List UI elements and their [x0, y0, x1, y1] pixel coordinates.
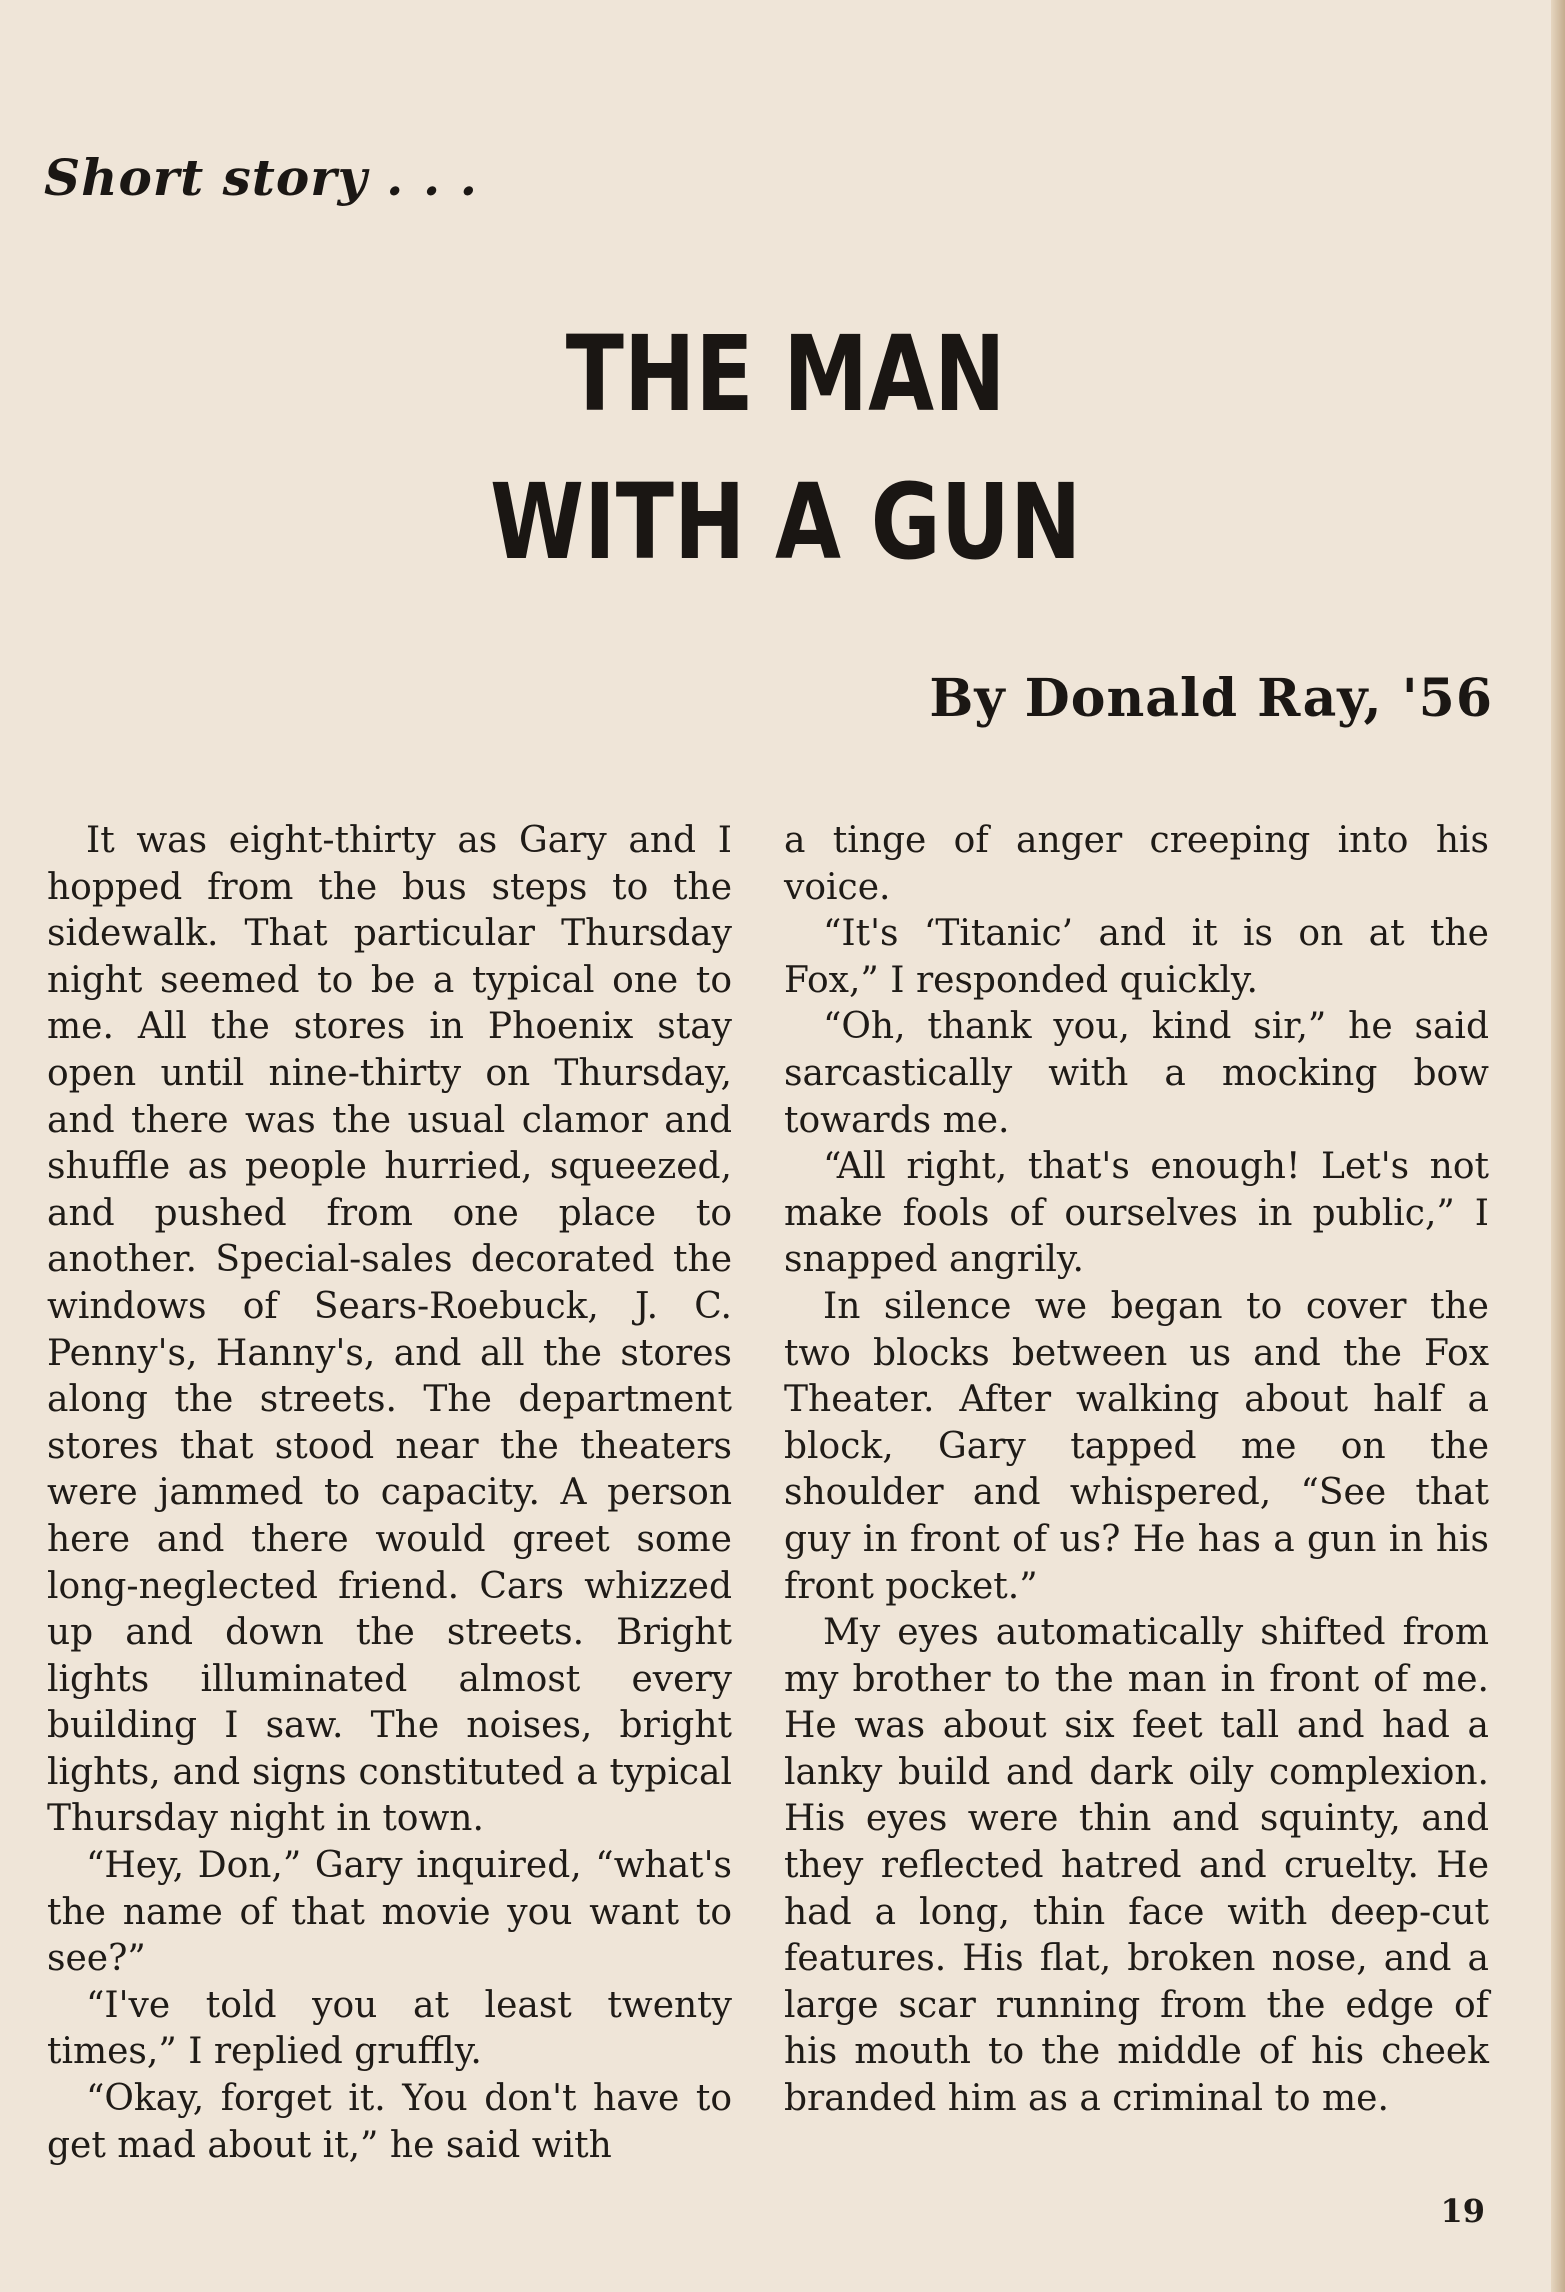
byline: By Donald Ray, '56 — [929, 668, 1493, 729]
story-title-line-1: THE MAN — [565, 313, 1006, 435]
text-column-left — [47, 818, 732, 2169]
paragraph: In silence we began to cover the two blocks between us and the Fox Theater. After walking about half a block, Gary tapped me on the shoulder and whispered, “See that guy in front of us? He has a gun in his front pocket.” — [784, 1285, 1489, 1607]
paragraph: My eyes automatically shifted from my brother to the man in front of me. He was about six feet tall and had a lanky build and dark oily complexion. His eyes were thin and squinty, and they reflected hatred and cruelty. He had a long, thin face with deep-cut features. His flat, broken nose, and a large scar running from the edge of his mouth to the middle of his cheek branded him as a criminal to me. — [784, 1612, 1489, 2120]
story-title — [144, 300, 1427, 596]
paragraph-continued: a tinge of anger creeping into his voice. — [784, 820, 1489, 908]
paragraph: “I've told you at least twenty times,” I replied gruffly. — [47, 1984, 732, 2073]
paragraph: “Hey, Don,” Gary inquired, “what's the name of that movie you want to see?” — [47, 1845, 732, 1980]
section-kicker: Short story . . . — [44, 148, 479, 207]
paragraph: “Oh, thank you, kind sir,” he said sarcastically with a mocking bow towards me. — [784, 1006, 1489, 1141]
text-column-right — [784, 818, 1489, 2123]
paragraph: It was eight-thirty as Gary and I hopped from the bus steps to the sidewalk. That particular Thursday night seemed to be a typical one to me. All the stores in Phoenix stay open until nine-thirty on Thursday, and there was the usual clamor and shuffle as people hurried, squeezed, and pushed from one place to another. Special-sales decorated the windows of Sears-Roebuck, J. C. Penny's, Hanny's, and all the stores along the streets. The department stores that stood near the theaters were jammed to capacity. A person here and there would greet some long-neglected friend. Cars whizzed up and down the streets. Bright lights illuminated almost every building I saw. The noises, bright lights, and signs constituted a typical Thursday night in town. — [47, 820, 732, 1840]
page-edge — [1551, 0, 1565, 2292]
page-number: 19 — [1440, 2192, 1485, 2230]
paragraph: “All right, that's enough! Let's not make fools of ourselves in public,” I snapped angrily. — [784, 1146, 1489, 1281]
story-title-line-2: WITH A GUN — [489, 461, 1082, 583]
paragraph: “Okay, forget it. You don't have to get mad about it,” he said with — [47, 2078, 732, 2166]
paragraph: “It's ‘Titanic’ and it is on at the Fox,” I responded quickly. — [784, 913, 1489, 1001]
